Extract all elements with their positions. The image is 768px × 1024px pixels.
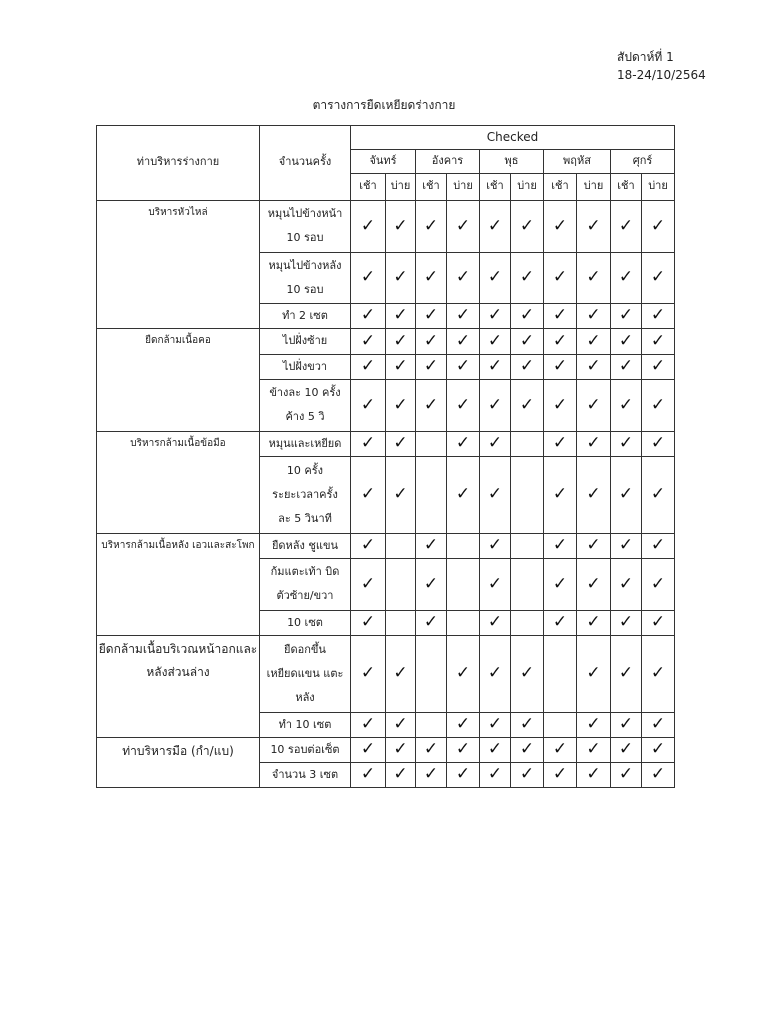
reps-cell [260,200,351,252]
page-title-text: ตารางการยืดเหยียดร่างกาย [312,98,456,112]
check-mark-icon: ✓ [447,635,480,712]
check-mark-icon: ✓ [386,328,416,354]
check-mark-icon: ✓ [544,558,577,610]
table-row [97,200,675,252]
reps-line: หลัง [295,690,315,704]
check-mark-icon: ✓ [480,200,511,252]
period-header: เช้า [480,173,511,200]
check-mark-icon: ✓ [480,354,511,379]
day-header: ศุกร์ [611,149,675,173]
check-mark-icon: ✓ [351,200,386,252]
check-mark-icon: ✓ [386,712,416,737]
check-mark-icon: ✓ [480,456,511,533]
check-mark-icon: ✓ [544,431,577,456]
check-mark-icon: ✓ [642,762,675,787]
check-mark-icon: ✓ [416,762,447,787]
check-mark-icon: ✓ [416,533,447,558]
exercise-cell: บริหารกล้ามเนื้อหลัง เอวและสะโพก [97,533,260,635]
empty-check-cell [447,610,480,635]
period-header: เช้า [416,173,447,200]
empty-check-cell [416,712,447,737]
check-mark-icon: ✓ [351,379,386,431]
check-mark-icon: ✓ [642,456,675,533]
check-mark-icon: ✓ [351,610,386,635]
check-mark-icon: ✓ [386,762,416,787]
reps-cell [260,328,351,354]
table-header [97,126,675,201]
check-mark-icon: ✓ [611,252,642,303]
check-mark-icon: ✓ [577,379,611,431]
table-row [97,737,675,762]
exercise-line: ยืดกล้ามเนื้อบริเวณหน้าอกและ [98,641,258,656]
check-mark-icon: ✓ [642,610,675,635]
check-mark-icon: ✓ [386,200,416,252]
check-mark-icon: ✓ [611,737,642,762]
period-header: บ่าย [642,173,675,200]
check-mark-icon: ✓ [386,252,416,303]
check-mark-icon: ✓ [386,737,416,762]
check-mark-icon: ✓ [544,379,577,431]
reps-line: ค้าง 5 วิ [285,410,325,424]
check-mark-icon: ✓ [611,303,642,328]
reps-line: จำนวน 3 เซต [271,767,339,781]
check-mark-icon: ✓ [511,762,544,787]
period-header: บ่าย [577,173,611,200]
empty-check-cell [511,558,544,610]
check-mark-icon: ✓ [611,354,642,379]
exercise-cell: ท่าบริหารมือ (กำ/แบ) [97,737,260,787]
check-mark-icon: ✓ [642,252,675,303]
table-row [97,328,675,354]
period-header: บ่าย [447,173,480,200]
col-header-reps: จำนวนครั้ง [260,126,351,201]
check-mark-icon: ✓ [511,303,544,328]
check-mark-icon: ✓ [611,328,642,354]
check-mark-icon: ✓ [577,431,611,456]
check-mark-icon: ✓ [577,762,611,787]
reps-line: ระยะเวลาครั้ง [272,487,338,501]
check-mark-icon: ✓ [351,762,386,787]
period-header: บ่าย [511,173,544,200]
reps-cell [260,533,351,558]
check-mark-icon: ✓ [416,200,447,252]
check-mark-icon: ✓ [480,558,511,610]
check-mark-icon: ✓ [642,303,675,328]
check-mark-icon: ✓ [447,456,480,533]
check-mark-icon: ✓ [511,354,544,379]
check-mark-icon: ✓ [386,431,416,456]
reps-cell [260,737,351,762]
check-mark-icon: ✓ [447,712,480,737]
check-mark-icon: ✓ [351,354,386,379]
check-mark-icon: ✓ [611,762,642,787]
check-mark-icon: ✓ [480,635,511,712]
empty-check-cell [386,610,416,635]
check-mark-icon: ✓ [351,431,386,456]
check-mark-icon: ✓ [577,712,611,737]
check-mark-icon: ✓ [416,379,447,431]
reps-line: หมุนไปข้างหน้า [267,207,343,221]
check-mark-icon: ✓ [577,252,611,303]
check-mark-icon: ✓ [544,354,577,379]
period-header: เช้า [351,173,386,200]
check-mark-icon: ✓ [480,303,511,328]
check-mark-icon: ✓ [544,610,577,635]
check-mark-icon: ✓ [386,379,416,431]
check-mark-icon: ✓ [544,303,577,328]
empty-check-cell [386,558,416,610]
reps-line: หมุนและเหยียด [268,436,342,450]
period-header: เช้า [544,173,577,200]
check-mark-icon: ✓ [416,328,447,354]
empty-check-cell [416,456,447,533]
check-mark-icon: ✓ [642,431,675,456]
check-mark-icon: ✓ [447,431,480,456]
reps-line: ยืดหลัง ชูแขน [271,538,339,552]
stretch-checklist-table [96,125,675,788]
check-mark-icon: ✓ [642,533,675,558]
reps-line: 10 รอบ [286,282,324,296]
check-mark-icon: ✓ [577,303,611,328]
check-mark-icon: ✓ [577,200,611,252]
empty-check-cell [511,533,544,558]
check-mark-icon: ✓ [577,737,611,762]
check-mark-icon: ✓ [642,379,675,431]
check-mark-icon: ✓ [511,635,544,712]
check-mark-icon: ✓ [447,252,480,303]
check-mark-icon: ✓ [577,635,611,712]
reps-line: ข้างละ 10 ครั้ง [269,386,341,400]
check-mark-icon: ✓ [544,456,577,533]
reps-cell [260,635,351,712]
empty-check-cell [447,533,480,558]
check-mark-icon: ✓ [544,762,577,787]
reps-line: ยืดอกขึ้น [284,642,326,656]
reps-cell [260,762,351,787]
reps-cell [260,252,351,303]
reps-cell [260,610,351,635]
reps-line: 10 รอบต่อเซ็ต [270,742,340,756]
check-mark-icon: ✓ [611,558,642,610]
check-mark-icon: ✓ [577,328,611,354]
check-mark-icon: ✓ [577,456,611,533]
period-header: บ่าย [386,173,416,200]
check-mark-icon: ✓ [511,328,544,354]
check-mark-icon: ✓ [577,354,611,379]
check-mark-icon: ✓ [577,610,611,635]
check-mark-icon: ✓ [642,558,675,610]
check-mark-icon: ✓ [511,252,544,303]
check-mark-icon: ✓ [511,737,544,762]
check-mark-icon: ✓ [386,635,416,712]
check-mark-icon: ✓ [642,635,675,712]
empty-check-cell [416,431,447,456]
reps-line: ไปฝั่งซ้าย [282,334,328,348]
check-mark-icon: ✓ [480,610,511,635]
check-mark-icon: ✓ [511,712,544,737]
check-mark-icon: ✓ [544,737,577,762]
check-mark-icon: ✓ [416,303,447,328]
page-title [0,96,768,115]
check-mark-icon: ✓ [511,200,544,252]
check-mark-icon: ✓ [386,303,416,328]
check-mark-icon: ✓ [351,533,386,558]
exercise-cell: บริหารหัวไหล่ [97,200,260,328]
reps-cell [260,456,351,533]
check-mark-icon: ✓ [611,431,642,456]
check-mark-icon: ✓ [447,737,480,762]
reps-line: ก้มแตะเท้า บิด [270,565,340,579]
check-mark-icon: ✓ [611,200,642,252]
table-row [97,533,675,558]
check-mark-icon: ✓ [642,354,675,379]
check-mark-icon: ✓ [351,558,386,610]
check-mark-icon: ✓ [351,712,386,737]
reps-cell [260,379,351,431]
check-mark-icon: ✓ [386,354,416,379]
reps-cell [260,558,351,610]
check-mark-icon: ✓ [577,558,611,610]
day-header: พุธ [480,149,544,173]
check-mark-icon: ✓ [447,354,480,379]
check-mark-icon: ✓ [447,379,480,431]
empty-check-cell [544,712,577,737]
col-header-exercise: ท่าบริหารร่างกาย [97,126,260,201]
empty-check-cell [511,610,544,635]
check-mark-icon: ✓ [351,252,386,303]
exercise-line: หลังส่วนล่าง [146,664,210,679]
reps-cell [260,303,351,328]
reps-line: 10 รอบ [286,231,324,245]
empty-check-cell [511,431,544,456]
check-mark-icon: ✓ [416,252,447,303]
day-header: จันทร์ [351,149,416,173]
reps-cell [260,354,351,379]
week-label: สัปดาห์ที่ 1 [617,50,674,64]
empty-check-cell [544,635,577,712]
check-mark-icon: ✓ [480,328,511,354]
date-range: 18-24/10/2564 [617,68,706,82]
check-mark-icon: ✓ [351,635,386,712]
check-mark-icon: ✓ [642,200,675,252]
reps-line: เหยียดแขน แตะ [266,666,344,680]
check-mark-icon: ✓ [577,533,611,558]
check-mark-icon: ✓ [416,558,447,610]
check-mark-icon: ✓ [480,431,511,456]
check-mark-icon: ✓ [416,737,447,762]
check-mark-icon: ✓ [351,737,386,762]
check-mark-icon: ✓ [611,379,642,431]
reps-line: ไปฝั่งขวา [282,359,328,373]
check-mark-icon: ✓ [447,328,480,354]
reps-line: 10 ครั้ง [286,463,324,477]
col-header-checked: Checked [351,126,675,150]
table-body [97,200,675,787]
check-mark-icon: ✓ [447,762,480,787]
check-mark-icon: ✓ [511,379,544,431]
check-mark-icon: ✓ [447,200,480,252]
check-mark-icon: ✓ [642,712,675,737]
check-mark-icon: ✓ [642,328,675,354]
day-header: พฤหัส [544,149,611,173]
check-mark-icon: ✓ [351,328,386,354]
check-mark-icon: ✓ [544,328,577,354]
check-mark-icon: ✓ [611,533,642,558]
empty-check-cell [386,533,416,558]
check-mark-icon: ✓ [642,737,675,762]
check-mark-icon: ✓ [480,379,511,431]
reps-line: ละ 5 วินาที [278,511,332,525]
reps-cell [260,431,351,456]
check-mark-icon: ✓ [416,354,447,379]
check-mark-icon: ✓ [480,712,511,737]
day-header: อังคาร [416,149,480,173]
check-mark-icon: ✓ [611,456,642,533]
check-mark-icon: ✓ [480,252,511,303]
empty-check-cell [511,456,544,533]
check-mark-icon: ✓ [611,610,642,635]
check-mark-icon: ✓ [611,635,642,712]
table-row [97,431,675,456]
reps-line: ทำ 2 เซต [282,308,328,322]
reps-line: ทำ 10 เซต [278,717,332,731]
check-mark-icon: ✓ [611,712,642,737]
check-mark-icon: ✓ [351,456,386,533]
check-mark-icon: ✓ [544,200,577,252]
exercise-cell [97,635,260,737]
exercise-cell: บริหารกล้ามเนื้อข้อมือ [97,431,260,533]
reps-line: ตัวซ้าย/ขวา [276,589,334,603]
reps-cell [260,712,351,737]
check-mark-icon: ✓ [480,533,511,558]
reps-line: 10 เซต [287,615,323,629]
check-mark-icon: ✓ [416,610,447,635]
check-mark-icon: ✓ [480,737,511,762]
check-mark-icon: ✓ [544,252,577,303]
check-mark-icon: ✓ [544,533,577,558]
empty-check-cell [447,558,480,610]
check-mark-icon: ✓ [351,303,386,328]
check-mark-icon: ✓ [386,456,416,533]
empty-check-cell [416,635,447,712]
period-header: เช้า [611,173,642,200]
reps-line: หมุนไปข้างหลัง [268,258,342,272]
check-mark-icon: ✓ [447,303,480,328]
table-row [97,635,675,712]
check-mark-icon: ✓ [480,762,511,787]
exercise-cell: ยืดกล้ามเนื้อคอ [97,328,260,431]
